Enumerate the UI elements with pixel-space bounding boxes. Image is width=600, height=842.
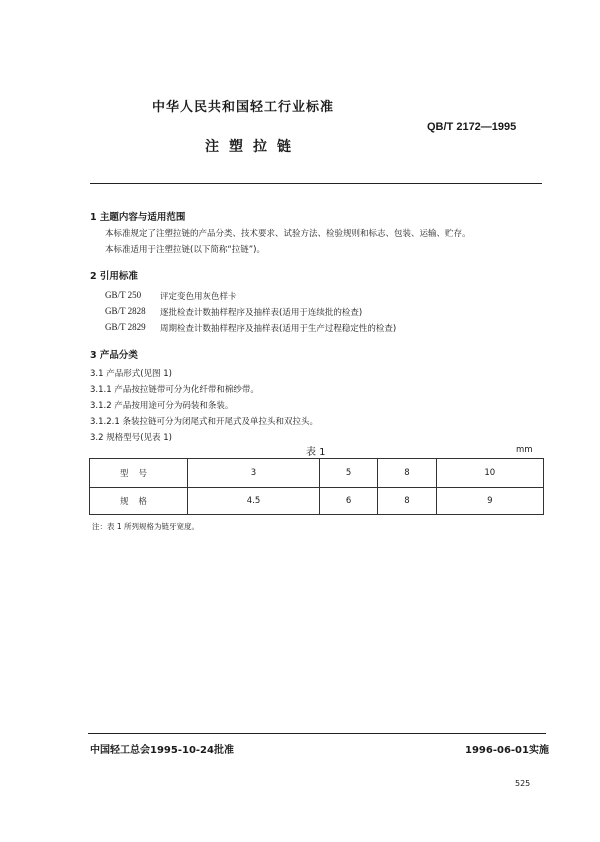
spec-table: [89, 458, 544, 515]
table-cell: 5: [319, 459, 377, 488]
section-2-heading: 2 引用标准: [90, 271, 138, 282]
reference-code: GB/T 250: [105, 290, 142, 300]
reference-code: GB/T 2828: [105, 306, 146, 316]
row-label: 型号: [90, 459, 188, 488]
reference-title: 逐批检查计数抽样程序及抽样表(适用于连续批的检查): [160, 308, 363, 318]
table-cell: 8: [378, 459, 436, 488]
implementation-date: 1996-06-01实施: [465, 745, 549, 756]
document-title: 注塑拉链: [205, 139, 301, 155]
section-1-heading: 1 主题内容与适用范围: [90, 212, 186, 223]
table-cell: 10: [436, 459, 543, 488]
clause-3-1: 3.1 产品形式(见图 1): [90, 369, 172, 379]
clause-3-1-2-1: 3.1.2.1 条装拉链可分为闭尾式和开尾式及单拉头和双拉头。: [90, 417, 318, 427]
approval-line: 中国轻工总会1995-10-24批准: [90, 745, 234, 756]
footer-divider: [88, 733, 546, 734]
row-label: 规格: [90, 488, 188, 515]
table-unit: mm: [516, 445, 533, 455]
table-cell: 9: [436, 488, 543, 515]
section-3-heading: 3 产品分类: [90, 350, 138, 361]
table-cell: 3: [188, 459, 320, 488]
reference-title: 评定变色用灰色样卡: [160, 292, 237, 302]
table-cell: 4.5: [188, 488, 320, 515]
clause-3-1-2: 3.1.2 产品按用途可分为码装和条装。: [90, 401, 234, 411]
page-number: 525: [515, 779, 531, 788]
table-caption: 表 1: [306, 447, 326, 458]
header-divider: [90, 183, 542, 184]
table-row: [90, 488, 544, 515]
reference-code: GB/T 2829: [105, 322, 146, 332]
standard-title: 中华人民共和国轻工行业标准: [152, 100, 335, 115]
clause-3-2: 3.2 规格型号(见表 1): [90, 433, 172, 443]
table-cell: 6: [319, 488, 377, 515]
table-cell: 8: [378, 488, 436, 515]
clause-3-1-1: 3.1.1 产品按拉链带可分为化纤带和棉纱带。: [90, 385, 259, 395]
section-1-paragraph-1: 本标准规定了注塑拉链的产品分类、技术要求、试验方法、检验规则和标志、包装、运输、贮存。: [105, 229, 471, 239]
table-note: 注：表 1 所列规格为链牙宽度。: [92, 522, 200, 531]
table-row: [90, 459, 544, 488]
standard-code: QB/T 2172—1995: [427, 121, 517, 133]
reference-title: 周期检查计数抽样程序及抽样表(适用于生产过程稳定性的检查): [160, 324, 397, 334]
section-1-paragraph-2: 本标准适用于注塑拉链(以下简称“拉链”)。: [105, 245, 265, 255]
